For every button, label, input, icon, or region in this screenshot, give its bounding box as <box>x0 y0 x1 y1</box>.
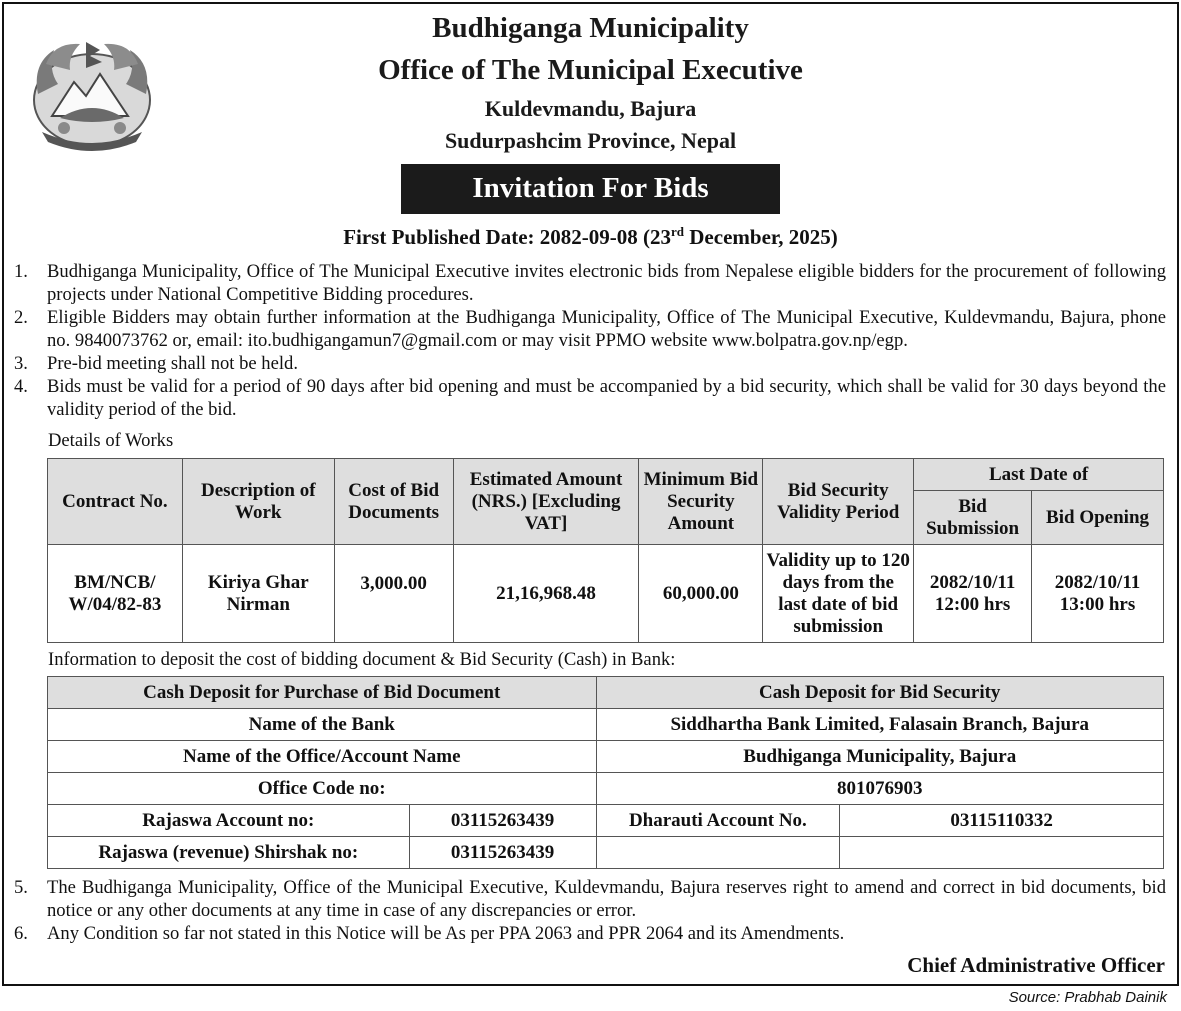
published-date-suffix: rd <box>671 224 685 239</box>
dharauti-account-label: Dharauti Account No. <box>596 805 840 837</box>
clause-text: Any Condition so far not stated in this Notice will be As per PPA 2063 and PPR 2064 and its Amendments. <box>47 923 845 944</box>
empty-cell <box>596 837 840 869</box>
clause-text: The Budhiganga Municipality, Office of the Municipal Executive, Kuldevmandu, Bajura reserves right to amend and correct in bid documents, bid notice or any other documents at any time in case of any discrepancies or error. <box>47 877 1166 921</box>
published-date <box>0 224 1181 250</box>
header-bid-opening: Bid Opening <box>1032 491 1164 545</box>
table-row <box>48 837 1164 869</box>
header-minimum-bid-security: Minimum Bid Security Amount <box>639 459 763 545</box>
bank-name-value: Siddhartha Bank Limited, Falasain Branch, Bajura <box>596 709 1164 741</box>
published-date-label: First Published Date: 2082-09-08 (23 <box>343 225 672 249</box>
shirshak-value: 03115263439 <box>409 837 596 869</box>
contract-no-cell: BM/NCB/ W/04/82-83 <box>48 545 183 643</box>
published-date-rest: December, 2025) <box>684 225 838 249</box>
source-credit: Source: Prabhab Dainik <box>1008 989 1167 1006</box>
validity-cell: Validity up to 120 days from the last date of bid submission <box>763 545 914 643</box>
clause-number: 3. <box>14 353 28 374</box>
description-cell: Kiriya Ghar Nirman <box>182 545 334 643</box>
opening-time: 13:00 hrs <box>1059 593 1136 615</box>
header-last-date-of: Last Date of <box>914 459 1164 491</box>
clause-number: 6. <box>14 923 28 944</box>
invitation-for-bids-banner: Invitation For Bids <box>401 164 780 214</box>
opening-cell <box>1032 545 1164 643</box>
works-caption: Details of Works <box>48 430 174 451</box>
clause-item <box>14 260 1166 306</box>
dharauti-account-value: 03115110332 <box>840 805 1164 837</box>
bank-caption: Information to deposit the cost of bidding document & Bid Security (Cash) in Bank: <box>48 649 676 670</box>
clause-item <box>14 352 1166 375</box>
cost-cell: 3,000.00 <box>334 545 453 643</box>
office-code-label: Office Code no: <box>48 773 597 805</box>
estimate-cell: 21,16,968.48 <box>453 545 639 643</box>
header-estimated-amount: Estimated Amount (NRS.) [Excluding VAT] <box>453 459 639 545</box>
clause-number: 4. <box>14 376 28 397</box>
header-bid-submission: Bid Submission <box>914 491 1032 545</box>
clause-number: 5. <box>14 877 28 898</box>
account-name-value: Budhiganga Municipality, Bajura <box>596 741 1164 773</box>
rajaswa-account-label: Rajaswa Account no: <box>48 805 410 837</box>
opening-date: 2082/10/11 <box>1054 571 1141 593</box>
clause-number: 1. <box>14 261 28 282</box>
clause-text: Eligible Bidders may obtain further information at the Budhiganga Municipality, Office of The Municipal Executive, Kuldevmandu, Bajura, phone no. 9840073762 or, email: ito.budhigangamun7@gmail.com or may visit PPMO website www.bolpatra.gov.np/egp. <box>47 307 1166 351</box>
bank-deposit-table <box>47 676 1164 869</box>
works-table <box>47 458 1164 643</box>
office-code-value: 801076903 <box>596 773 1164 805</box>
clause-item <box>14 876 1166 922</box>
empty-cell <box>840 837 1164 869</box>
office-name: Office of The Municipal Executive <box>378 54 803 86</box>
submission-cell <box>914 545 1032 643</box>
clause-text: Pre-bid meeting shall not be held. <box>47 353 298 374</box>
office-location: Kuldevmandu, Bajura <box>484 96 697 121</box>
table-row <box>48 773 1164 805</box>
table-row <box>48 741 1164 773</box>
signatory-title: Chief Administrative Officer <box>907 953 1165 977</box>
municipality-name: Budhiganga Municipality <box>432 12 749 44</box>
header-description: Description of Work <box>182 459 334 545</box>
table-row <box>48 709 1164 741</box>
submission-time: 12:00 hrs <box>934 593 1011 615</box>
table-row <box>48 805 1164 837</box>
shirshak-label: Rajaswa (revenue) Shirshak no: <box>48 837 410 869</box>
clause-item <box>14 922 1166 945</box>
clause-list-after <box>14 876 1166 945</box>
clause-item <box>14 306 1166 352</box>
header-contract-no: Contract No. <box>48 459 183 545</box>
min-security-cell: 60,000.00 <box>639 545 763 643</box>
rajaswa-account-value: 03115263439 <box>409 805 596 837</box>
table-row <box>48 545 1164 643</box>
province-country: Sudurpashcim Province, Nepal <box>444 128 737 153</box>
header-bid-security-validity: Bid Security Validity Period <box>763 459 914 545</box>
clause-text: Bids must be valid for a period of 90 days after bid opening and must be accompanied by a bid security, which shall be valid for 30 days beyond the validity period of the bid. <box>47 376 1166 420</box>
clause-number: 2. <box>14 307 28 328</box>
bank-name-label: Name of the Bank <box>48 709 597 741</box>
clause-text: Budhiganga Municipality, Office of The Municipal Executive invites electronic bids from Nepalese eligible bidders for the procurement of following projects under National Competitive Bidding procedures. <box>47 261 1166 305</box>
clause-item <box>14 375 1166 421</box>
account-name-label: Name of the Office/Account Name <box>48 741 597 773</box>
header-cost-of-documents: Cost of Bid Documents <box>334 459 453 545</box>
header-bid-document-deposit: Cash Deposit for Purchase of Bid Document <box>48 677 597 709</box>
clause-list <box>14 260 1166 421</box>
header-bid-security-deposit: Cash Deposit for Bid Security <box>596 677 1164 709</box>
submission-date: 2082/10/11 <box>929 571 1016 593</box>
